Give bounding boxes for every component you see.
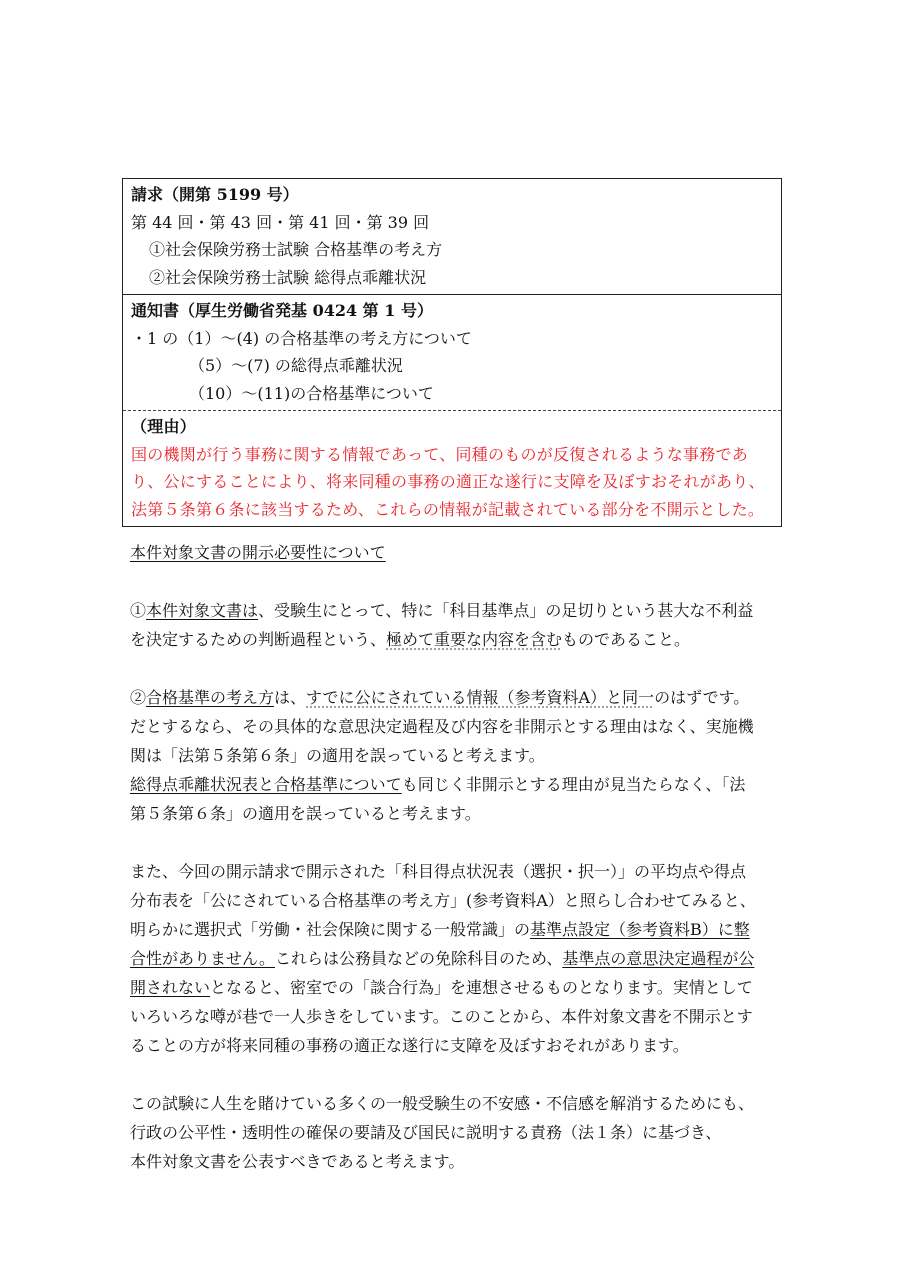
paragraph-2-line: 第５条第６条」の適用を誤っていると考えます。 [130,804,481,823]
underlined-phrase: 総得点乖離状況表と合格基準について [130,775,402,794]
notice-line-2: （5）～(7) の総得点乖離状況 [189,356,403,375]
paragraph-3-line: 分布表を「公にされている合格基準の考え方」(参考資料A）と照らし合わせてみると、 [130,891,756,910]
underlined-phrase: 基準点の意思決定過程が公 [562,949,755,968]
underlined-phrase: すでに公にされている情報（参考資料A）と同一 [306,688,655,707]
request-title: 請求（開第 5199 号） [131,185,299,204]
paragraph-4-line: 行政の公平性・透明性の確保の要請及び国民に説明する責務（法１条）に基づき、 [130,1123,722,1142]
paragraph-3-line: 合性がありません。これらは公務員などの免除科目のため、基準点の意思決定過程が公 [130,949,755,968]
request-exam-rounds: 第 44 回・第 43 回・第 41 回・第 39 回 [131,212,430,232]
underlined-phrase: 合性がありません。 [130,949,275,968]
paragraph-3-line: 明らかに選択式「労働・社会保険に関する一般常識」の基準点設定（参考資料B）に整 [130,920,750,939]
reason-line: 国の機関が行う事務に関する情報であって、同種のものが反復されるような事務であ [131,444,749,464]
underlined-phrase: 基準点設定（参考資料B）に整 [530,920,750,939]
underlined-phrase: 本件対象文書は [146,601,259,620]
reason-section [123,410,781,526]
paragraph-2-line: 関は「法第５条第６条」の適用を誤っていると考えます。 [130,746,545,765]
notice-title: 通知書（厚生労働省発基 0424 第 1 号） [131,301,433,320]
request-notice-table [122,178,782,527]
underlined-phrase: 開されない [130,978,211,997]
request-section [123,179,781,294]
reason-line: 法第５条第６条に該当するため、これらの情報が記載されている部分を不開示とした。 [131,499,765,519]
paragraph-2-line: ②合格基準の考え方は、すでに公にされている情報（参考資料A）と同一のはずです。 [130,688,750,707]
paragraph-1-line: ①本件対象文書は、受験生にとって、特に「科目基準点」の足切りという甚大な不利益 [130,601,754,620]
request-item-2: ②社会保険労務士試験 総得点乖離状況 [149,267,427,287]
paragraph-3-line: また、今回の開示請求で開示された「科目得点状況表（選択・択一）」の平均点や得点 [130,862,747,881]
section-heading: 本件対象文書の開示必要性について [130,543,386,562]
paragraph-3-line: ることの方が将来同種の事務の適正な遂行に支障を及ぼすおそれがあります。 [130,1036,689,1055]
underlined-phrase: 合格基準の考え方 [146,688,275,707]
notice-section [123,294,781,410]
reason-line: り、公にすることにより、将来同種の事務の適正な遂行に支障を及ぼすおそれがあり、 [131,472,765,491]
body-text [130,538,780,1176]
paragraph-3-line: 開されないとなると、密室での「談合行為」を連想させるものとなります。実情として [130,978,753,997]
notice-line-3: （10）～(11)の合格基準について [189,383,434,403]
paragraph-2-line: 総得点乖離状況表と合格基準についても同じく非開示とする理由が見当たらなく、「法 [130,775,746,794]
reason-title: （理由） [131,417,197,436]
paragraph-4-line: この試験に人生を賭けている多くの一般受験生の不安感・不信感を解消するためにも、 [130,1094,755,1113]
paragraph-3-line: いろいろな噂が巷で一人歩きをしています。このことから、本件対象文書を不開示とす [130,1007,753,1026]
paragraph-4-line: 本件対象文書を公表すべきであると考えます。 [130,1152,465,1171]
underlined-phrase: 極めて重要な内容を含む [386,630,563,649]
paragraph-1-line: を決定するための判断過程という、極めて重要な内容を含むものであること。 [130,630,691,649]
notice-line-1: ・1 の（1）～(4) の合格基準の考え方について [131,328,472,348]
request-item-1: ①社会保険労務士試験 合格基準の考え方 [149,240,443,259]
paragraph-2-line: だとするなら、その具体的な意思決定過程及び内容を非開示とする理由はなく、実施機 [130,717,754,736]
